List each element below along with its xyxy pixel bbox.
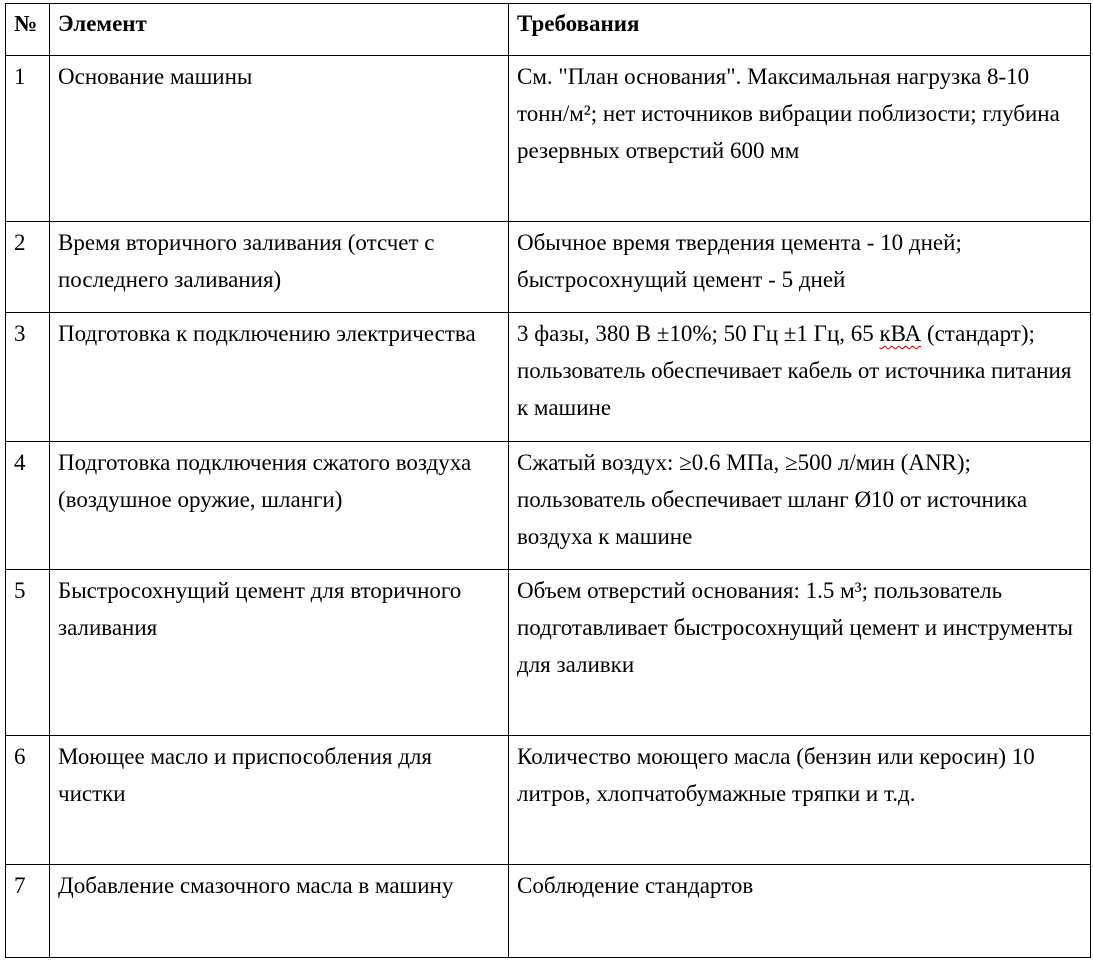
header-requirements: Требования	[509, 4, 1091, 56]
header-element: Элемент	[50, 4, 509, 56]
requirements-text-part: (стандарт); пользователь обеспечивает кабель от источника питания к машине	[517, 321, 1072, 420]
row-element: Подготовка подключения сжатого воздуха (воздушное оружие, шланги)	[50, 442, 509, 570]
row-requirements: Объем отверстий основания: 1.5 м³; пользователь подготавливает быстросохнущий цемент и инструменты для заливки	[509, 570, 1091, 736]
row-number: 4	[6, 442, 50, 570]
table-row	[6, 313, 1091, 442]
row-number: 5	[6, 570, 50, 736]
table-row	[6, 442, 1091, 570]
row-requirements: Обычное время твердения цемента - 10 дней; быстросохнущий цемент - 5 дней	[509, 222, 1091, 313]
row-requirements: Соблюдение стандартов	[509, 865, 1091, 958]
table-header-row	[6, 4, 1091, 56]
row-number: 7	[6, 865, 50, 958]
table-row	[6, 865, 1091, 958]
table-row	[6, 56, 1091, 222]
row-element: Время вторичного заливания (отсчет с последнего заливания)	[50, 222, 509, 313]
row-element: Добавление смазочного масла в машину	[50, 865, 509, 958]
header-number: №	[6, 4, 50, 56]
row-requirements: См. "План основания". Максимальная нагрузка 8-10 тонн/м²; нет источников вибрации поблизости; глубина резервных отверстий 600 мм	[509, 56, 1091, 222]
table-row	[6, 222, 1091, 313]
row-number: 3	[6, 313, 50, 442]
row-element: Основание машины	[50, 56, 509, 222]
requirements-table	[5, 3, 1091, 958]
row-requirements	[509, 313, 1091, 442]
row-number: 6	[6, 736, 50, 865]
row-number: 1	[6, 56, 50, 222]
table-row	[6, 570, 1091, 736]
row-requirements: Сжатый воздух: ≥0.6 МПа, ≥500 л/мин (ANR); пользователь обеспечивает шланг Ø10 от источника воздуха к машине	[509, 442, 1091, 570]
row-number: 2	[6, 222, 50, 313]
table-row	[6, 736, 1091, 865]
spellcheck-flagged-word[interactable]: кВА	[879, 321, 922, 346]
requirements-text-part: 3 фазы, 380 В ±10%; 50 Гц ±1 Гц, 65	[517, 321, 880, 346]
row-element: Подготовка к подключению электричества	[50, 313, 509, 442]
row-requirements: Количество моющего масла (бензин или керосин) 10 литров, хлопчатобумажные тряпки и т.д.	[509, 736, 1091, 865]
row-element: Моющее масло и приспособления для чистки	[50, 736, 509, 865]
row-element: Быстросохнущий цемент для вторичного заливания	[50, 570, 509, 736]
